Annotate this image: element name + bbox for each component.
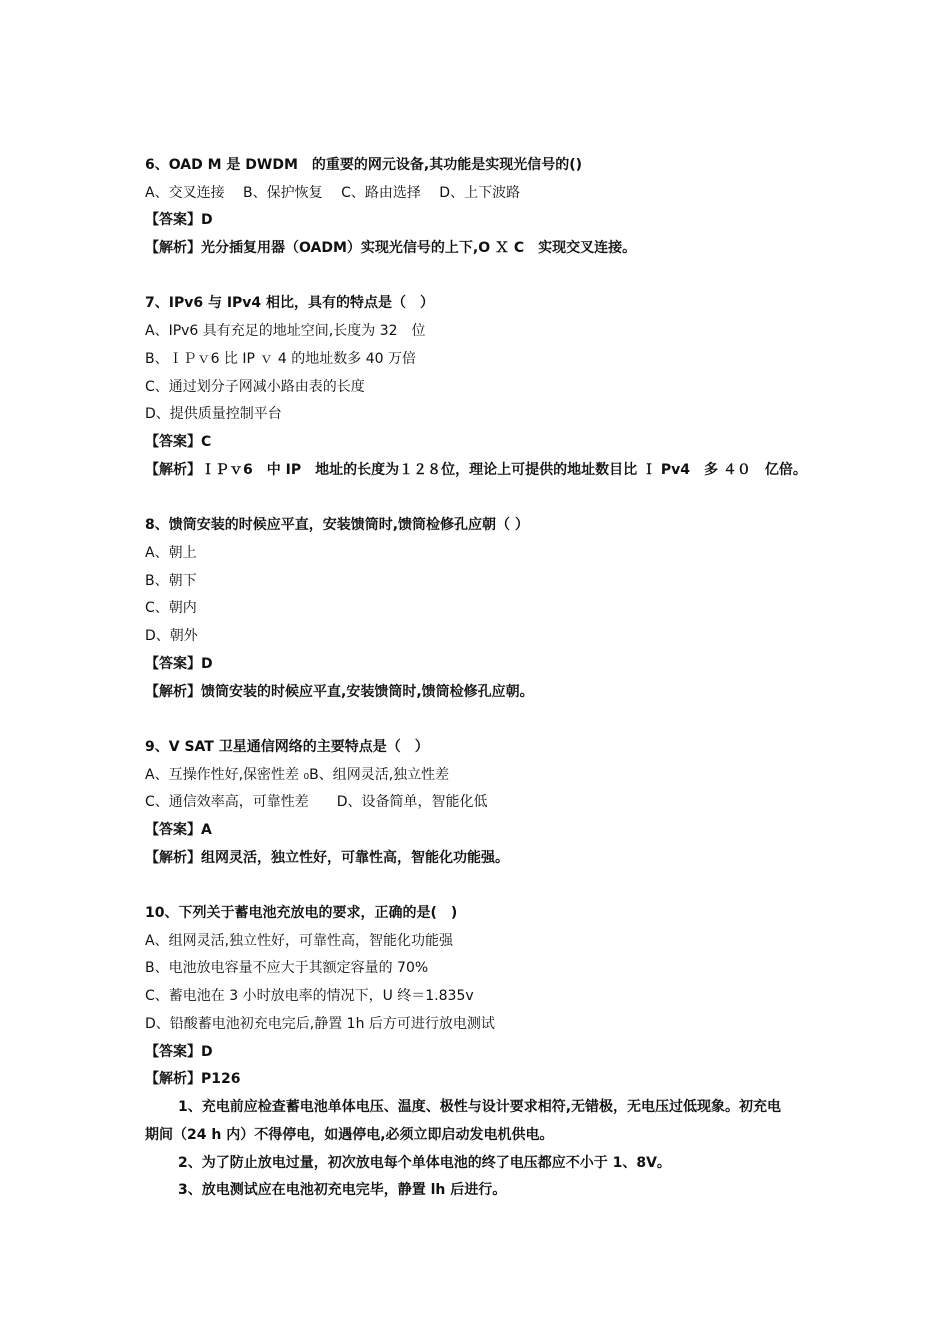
question-6-options: A、交叉连接 B、保护恢复 C、路由选择 D、上下波路	[145, 185, 521, 201]
question-7-title: 7、IPv6 与 IPv4 相比，具有的特点是（ ）	[145, 295, 435, 311]
question-7-option-d: D、提供质量控制平台	[145, 406, 282, 422]
question-10-option-c: C、蓄电池在 3 小时放电率的情况下，U 终＝1.835v	[145, 988, 474, 1004]
question-9-options-cd: C、通信效率高，可靠性差 D、设备简单，智能化低	[145, 794, 488, 810]
question-10-option-d: D、铅酸蓄电池初充电完后,静置 1h 后方可进行放电测试	[145, 1016, 495, 1032]
question-10-option-b: B、电池放电容量不应大于其额定容量的 70%	[145, 960, 429, 976]
question-10-option-a: A、组网灵活,独立性好，可靠性高，智能化功能强	[145, 933, 454, 949]
question-6-title: 6、OAD M 是 DWDM 的重要的网元设备,其功能是实现光信号的()	[145, 157, 583, 173]
question-7-analysis: 【解析】ＩＰｖ6 中 IP 地址的长度为１２８位，理论上可提供的地址数目比 Ｉ Pv4 多 ４０ 亿倍。	[145, 462, 807, 478]
question-7-option-a: A、IPv6 具有充足的地址空间,长度为 32 位	[145, 323, 426, 339]
question-6-answer: 【答案】D	[145, 212, 213, 228]
question-8-analysis: 【解析】馈筒安装的时候应平直,安装馈筒时,馈筒检修孔应朝。	[145, 684, 534, 700]
question-8-title: 8、馈筒安装的时候应平直，安装馈筒时,馈筒检修孔应朝（ ）	[145, 517, 529, 533]
question-10-analysis-point-3: 3、放电测试应在电池初充电完毕，静置 lh 后进行。	[178, 1182, 507, 1198]
question-8-option-c: C、朝内	[145, 600, 197, 616]
question-7-option-c: C、通过划分子网减小路由表的长度	[145, 379, 365, 395]
question-10-analysis-point-1: 1、充电前应检查蓄电池单体电压、温度、极性与设计要求相符,无错极，无电压过低现象。初充电	[178, 1099, 782, 1115]
question-6-analysis: 【解析】光分插复用器（OADM）实现光信号的上下,O Ｘ C 实现交叉连接。	[145, 240, 637, 256]
question-7-option-b: B、ＩＰｖ6 比 IP ｖ 4 的地址数多 40 万倍	[145, 351, 416, 367]
question-10-analysis-point-2: 2、为了防止放电过量，初次放电每个单体电池的终了电压都应不小于 1、8V。	[178, 1155, 671, 1171]
question-10-title: 10、下列关于蓄电池充放电的要求，正确的是( )	[145, 905, 458, 921]
question-7-answer: 【答案】C	[145, 434, 212, 450]
question-10-analysis-point-1-cont: 期间（24 h 内）不得停电，如遇停电,必须立即启动发电机供电。	[145, 1127, 554, 1143]
question-9-analysis: 【解析】组网灵活，独立性好，可靠性高，智能化功能强。	[145, 850, 509, 866]
question-10-analysis-heading: 【解析】P126	[145, 1071, 241, 1087]
question-8-option-b: B、朝下	[145, 573, 197, 589]
question-8-option-a: A、朝上	[145, 545, 197, 561]
question-9-title: 9、V SAT 卫星通信网络的主要特点是（ ）	[145, 739, 429, 755]
question-8-answer: 【答案】D	[145, 656, 213, 672]
question-8-option-d: D、朝外	[145, 628, 198, 644]
question-9-options-ab: A、互操作性好,保密性差 ₀B、组网灵活,独立性差	[145, 767, 450, 783]
question-9-answer: 【答案】A	[145, 822, 212, 838]
question-10-answer: 【答案】D	[145, 1044, 213, 1060]
